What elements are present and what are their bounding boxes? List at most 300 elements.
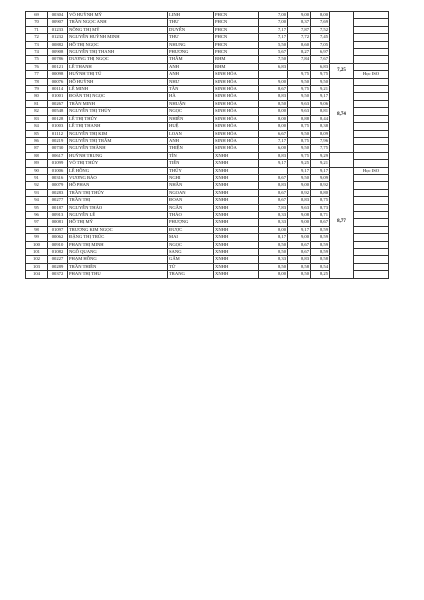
row-score-1: 7,00 <box>259 12 288 19</box>
row-score-2: 8,60 <box>288 41 311 48</box>
row-average: 7,69 <box>311 19 330 26</box>
row-average: 9,75 <box>311 71 330 78</box>
row-stt: 74 <box>26 49 48 56</box>
row-stt: 100 <box>26 241 48 248</box>
row-note <box>354 86 389 93</box>
row-score-1: 8,33 <box>259 219 288 226</box>
row-code: 00081 <box>48 219 68 226</box>
row-given-name: MAI <box>168 234 214 241</box>
row-code: 00372 <box>48 271 68 278</box>
row-code: 00304 <box>48 12 68 19</box>
row-code: 00227 <box>48 256 68 263</box>
row-surname: NGUYỄN THỊ THANH <box>68 49 168 56</box>
row-surname: NGUYỄN LÊ <box>68 211 168 218</box>
row-stt: 92 <box>26 182 48 189</box>
row-given-name: NHÂN <box>168 182 214 189</box>
row-major: PHCN <box>214 19 259 26</box>
row-note: Học ISO <box>354 167 389 174</box>
row-stt: 76 <box>26 63 48 70</box>
row-score-2: 8,58 <box>288 263 311 270</box>
row-given-name: TIÊN <box>168 160 214 167</box>
row-stt: 89 <box>26 160 48 167</box>
row-score-1: 8,00 <box>259 271 288 278</box>
row-score-2: 8,27 <box>288 49 311 56</box>
row-average: 6,97 <box>311 49 330 56</box>
row-code: 01003 <box>48 123 68 130</box>
row-given-name: GẤM <box>168 256 214 263</box>
table-row <box>26 152 389 159</box>
row-given-name: LOAN <box>168 130 214 137</box>
row-average: 7,75 <box>311 145 330 152</box>
row-score-2: 9,08 <box>288 211 311 218</box>
row-score-1: 9,00 <box>259 78 288 85</box>
row-given-name: NGHI <box>168 174 214 181</box>
row-major: XNHH <box>214 234 259 241</box>
row-average: 9,21 <box>311 86 330 93</box>
row-score-2: 8,83 <box>288 256 311 263</box>
row-note <box>354 63 389 70</box>
row-score-1: 7,17 <box>259 137 288 144</box>
row-given-name: NGÂN <box>168 204 214 211</box>
row-surname: HỒ PHAN <box>68 182 168 189</box>
row-note <box>354 197 389 204</box>
row-note <box>354 93 389 100</box>
row-stt: 95 <box>26 204 48 211</box>
row-score-1: 8,00 <box>259 123 288 130</box>
row-score-1: 9,17 <box>259 160 288 167</box>
row-major: XNHH <box>214 160 259 167</box>
row-major: XNHH <box>214 226 259 233</box>
row-score-2: 7,87 <box>288 26 311 33</box>
row-note <box>354 26 389 33</box>
row-code: 01099 <box>48 160 68 167</box>
row-code: 00187 <box>48 204 68 211</box>
row-average: 7,45 <box>311 34 330 41</box>
row-score-1: 8,17 <box>259 234 288 241</box>
table-row <box>26 12 389 19</box>
row-given-name: TỨ <box>168 263 214 270</box>
row-stt: 97 <box>26 219 48 226</box>
row-major: XNHH <box>214 204 259 211</box>
row-code: 00617 <box>48 152 68 159</box>
row-given-name: NHUẬN <box>168 100 214 107</box>
row-given-name: PHƯƠNG <box>168 49 214 56</box>
row-major: XNHH <box>214 241 259 248</box>
row-note <box>354 130 389 137</box>
row-code: 00913 <box>48 211 68 218</box>
student-scores-table <box>25 11 389 279</box>
row-score-1: 5,50 <box>259 41 288 48</box>
row-stt: 98 <box>26 226 48 233</box>
row-stt: 90 <box>26 167 48 174</box>
row-average: 7,67 <box>311 56 330 63</box>
row-stt: 86 <box>26 137 48 144</box>
row-surname: TRẦN THỊ <box>68 197 168 204</box>
row-score-2 <box>288 63 311 70</box>
row-major: XNHH <box>214 167 259 174</box>
row-given-name: THẢO <box>168 211 214 218</box>
row-score-1: 5,67 <box>259 49 288 56</box>
row-note <box>354 78 389 85</box>
row-average: 9,50 <box>311 78 330 85</box>
row-stt: 104 <box>26 271 48 278</box>
row-stt: 84 <box>26 123 48 130</box>
row-score-2: 8,88 <box>288 115 311 122</box>
row-code: 01233 <box>48 26 68 33</box>
row-score-2: 9,00 <box>288 12 311 19</box>
row-surname: DƯƠNG THỊ NGỌC <box>68 56 168 63</box>
row-major: XNHH <box>214 182 259 189</box>
row-surname: PHAN THỊ MINH <box>68 241 168 248</box>
row-note <box>354 108 389 115</box>
row-given-name: SANG <box>168 249 214 256</box>
row-average: 8,59 <box>311 234 330 241</box>
row-given-name: DUYÊN <box>168 26 214 33</box>
row-major: SINH HÓA <box>214 100 259 107</box>
row-note <box>354 174 389 181</box>
row-score-2: 9,00 <box>288 234 311 241</box>
row-major: SINH HÓA <box>214 145 259 152</box>
row-surname: NGUYỄN THỊ KIM <box>68 130 168 137</box>
row-stt: 77 <box>26 71 48 78</box>
row-code: 01112 <box>48 130 68 137</box>
row-given-name: LINH <box>168 12 214 19</box>
group-average <box>330 152 354 167</box>
row-average: 9,21 <box>311 160 330 167</box>
row-code: 00907 <box>48 19 68 26</box>
row-code: 00062 <box>48 234 68 241</box>
table-row <box>26 167 389 174</box>
row-average: 8,00 <box>311 12 330 19</box>
row-code: 01232 <box>48 34 68 41</box>
row-code: 00908 <box>48 49 68 56</box>
group-average: 8,77 <box>330 167 354 278</box>
row-score-1: 8,67 <box>259 189 288 196</box>
row-score-1: 7,17 <box>259 34 288 41</box>
row-given-name: TÍN <box>168 152 214 159</box>
row-score-1: 8,83 <box>259 93 288 100</box>
row-note <box>354 160 389 167</box>
row-score-2: 9,63 <box>288 100 311 107</box>
table-row <box>26 78 389 85</box>
row-stt: 81 <box>26 100 48 107</box>
row-given-name: THIỆN <box>168 145 214 152</box>
row-surname: TRƯƠNG KIM NGỌC <box>68 226 168 233</box>
row-score-1: 8,50 <box>259 263 288 270</box>
row-stt: 99 <box>26 234 48 241</box>
row-average: 8,59 <box>311 249 330 256</box>
row-major: XNHH <box>214 174 259 181</box>
row-code: 00316 <box>48 174 68 181</box>
row-stt: 73 <box>26 41 48 48</box>
row-surname: ĐOÀN THỊ NGỌC <box>68 93 168 100</box>
row-code: 00128 <box>48 115 68 122</box>
row-code: 00283 <box>48 189 68 196</box>
row-major: SINH HÓA <box>214 108 259 115</box>
row-given-name: NHUNG <box>168 41 214 48</box>
row-average: 8,71 <box>311 211 330 218</box>
row-average: 8,09 <box>311 130 330 137</box>
row-given-name: HUỆ <box>168 123 214 130</box>
row-major: XNHH <box>214 256 259 263</box>
row-surname: TRẦN MINH <box>68 100 168 107</box>
row-major: XNHH <box>214 271 259 278</box>
row-major: XNHH <box>214 197 259 204</box>
row-score-2: 9,17 <box>288 167 311 174</box>
row-score-1: 8,83 <box>259 182 288 189</box>
row-code: 00079 <box>48 182 68 189</box>
row-note <box>354 182 389 189</box>
row-major: XNHH <box>214 211 259 218</box>
row-given-name: THÚY <box>168 167 214 174</box>
row-score-2: 9,75 <box>288 152 311 159</box>
row-score-2: 8,83 <box>288 197 311 204</box>
row-stt: 88 <box>26 152 48 159</box>
row-note <box>354 41 389 48</box>
row-code: 01082 <box>48 249 68 256</box>
row-code: 01001 <box>48 93 68 100</box>
row-stt: 83 <box>26 115 48 122</box>
group-average <box>330 12 354 64</box>
row-surname: HỒ THỊ MỸ <box>68 219 168 226</box>
row-stt: 85 <box>26 130 48 137</box>
row-score-2: 9,50 <box>288 174 311 181</box>
row-surname: VÕ THỊ THÚY <box>68 160 168 167</box>
row-stt: 82 <box>26 108 48 115</box>
row-given-name: NGỌC <box>168 241 214 248</box>
row-surname: VÕ HUỲNH MỸ <box>68 12 168 19</box>
row-surname: TRẦN THỊ THÚY <box>68 189 168 196</box>
row-score-2: 9,00 <box>288 219 311 226</box>
row-note <box>354 204 389 211</box>
row-major: XNHH <box>214 219 259 226</box>
row-given-name: ANH <box>168 63 214 70</box>
row-major: SINH HÓA <box>214 123 259 130</box>
row-major: SINH HÓA <box>214 115 259 122</box>
row-note <box>354 241 389 248</box>
row-score-2: 8,75 <box>288 123 311 130</box>
row-average: 7,96 <box>311 137 330 144</box>
row-major: SINH HÓA <box>214 137 259 144</box>
row-stt: 79 <box>26 86 48 93</box>
row-major: SINH HÓA <box>214 93 259 100</box>
row-average: 8,75 <box>311 197 330 204</box>
row-score-1: 8,67 <box>259 197 288 204</box>
row-surname: LÊ MINH <box>68 86 168 93</box>
row-given-name: ĐOAN <box>168 197 214 204</box>
row-average: 8,59 <box>311 226 330 233</box>
row-average: 7,52 <box>311 26 330 33</box>
table-row <box>26 63 389 70</box>
row-surname: VƯƠNG BẢO <box>68 174 168 181</box>
row-given-name: NGỌC <box>168 108 214 115</box>
row-stt: 96 <box>26 211 48 218</box>
row-score-2: 9,75 <box>288 71 311 78</box>
row-note <box>354 100 389 107</box>
row-stt: 87 <box>26 145 48 152</box>
row-score-1: 7,00 <box>259 19 288 26</box>
row-surname: HUỲNH THỊ TÚ <box>68 71 168 78</box>
row-note <box>354 137 389 144</box>
row-code: 00098 <box>48 71 68 78</box>
row-note <box>354 145 389 152</box>
row-surname: NGUYỄN THÀNH <box>68 145 168 152</box>
row-score-2: 9,50 <box>288 145 311 152</box>
row-stt: 102 <box>26 256 48 263</box>
row-major: SINH HÓA <box>214 86 259 93</box>
row-surname: HỒ HUỲNH <box>68 78 168 85</box>
row-surname: TRẦN THIỀN <box>68 263 168 270</box>
row-note <box>354 219 389 226</box>
row-code: 00882 <box>48 41 68 48</box>
row-code: 00730 <box>48 145 68 152</box>
row-code: 00548 <box>48 108 68 115</box>
row-surname: PHẠM HỒNG <box>68 256 168 263</box>
row-average: 8,58 <box>311 256 330 263</box>
row-score-2: 9,50 <box>288 130 311 137</box>
row-score-1: 8,50 <box>259 241 288 248</box>
row-average: 8,80 <box>311 189 330 196</box>
row-average: 9,17 <box>311 167 330 174</box>
row-surname: LÊ THỊ THÚY <box>68 115 168 122</box>
group-average: 8,74 <box>330 78 354 152</box>
row-major: XNHH <box>214 249 259 256</box>
row-major: XNHH <box>214 189 259 196</box>
row-major: XNHH <box>214 152 259 159</box>
row-surname: NGUYỄN HUỲNH MINH <box>68 34 168 41</box>
row-score-2: 9,63 <box>288 204 311 211</box>
row-note <box>354 234 389 241</box>
row-score-2: 9,17 <box>288 226 311 233</box>
row-average: 9,06 <box>311 100 330 107</box>
row-score-2: 9,50 <box>288 93 311 100</box>
row-major: XNHH <box>214 263 259 270</box>
row-stt: 103 <box>26 263 48 270</box>
row-score-1: 7,50 <box>259 56 288 63</box>
row-average: 8,92 <box>311 182 330 189</box>
row-surname: NÔNG THỊ MỸ <box>68 26 168 33</box>
row-stt: 80 <box>26 93 48 100</box>
row-given-name: NHƯ <box>168 78 214 85</box>
row-code: 00076 <box>48 78 68 85</box>
row-average: 9,17 <box>311 93 330 100</box>
row-code: 01006 <box>48 167 68 174</box>
row-surname: NGÔ QUANG <box>68 249 168 256</box>
row-major: PHCN <box>214 49 259 56</box>
row-surname: NGUYỄN THỊ THỦY <box>68 108 168 115</box>
row-major: SINH HÓA <box>214 130 259 137</box>
row-stt: 91 <box>26 174 48 181</box>
row-score-1 <box>259 71 288 78</box>
row-note <box>354 152 389 159</box>
row-score-2: 7,72 <box>288 34 311 41</box>
row-code: 00219 <box>48 137 68 144</box>
row-surname: LÊ THANH <box>68 63 168 70</box>
row-average: 6,83 <box>311 63 330 70</box>
row-average: 9,29 <box>311 152 330 159</box>
row-score-2: 9,50 <box>288 78 311 85</box>
row-score-2: 7,84 <box>288 56 311 63</box>
row-major: RHM <box>214 63 259 70</box>
row-surname: ĐẶNG THỊ TRÚC <box>68 234 168 241</box>
row-given-name: ANH <box>168 137 214 144</box>
row-stt: 78 <box>26 78 48 85</box>
row-major: SINH HÓA <box>214 78 259 85</box>
row-score-2: 9,25 <box>288 160 311 167</box>
row-note <box>354 189 389 196</box>
row-note <box>354 123 389 130</box>
row-score-1: 8,67 <box>259 174 288 181</box>
row-average: 8,81 <box>311 108 330 115</box>
row-average: 9,09 <box>311 174 330 181</box>
row-code: 00267 <box>48 100 68 107</box>
row-given-name: ĐƯỢC <box>168 226 214 233</box>
row-score-2: 8,75 <box>288 137 311 144</box>
row-note: Học ISO <box>354 71 389 78</box>
row-major: PHCN <box>214 41 259 48</box>
row-score-2: 9,63 <box>288 108 311 115</box>
row-note <box>354 56 389 63</box>
row-score-1: 8,00 <box>259 108 288 115</box>
row-score-1: 8,50 <box>259 100 288 107</box>
row-code: 00114 <box>48 86 68 93</box>
row-stt: 94 <box>26 197 48 204</box>
row-major: SINH HÓA <box>214 71 259 78</box>
row-surname: NGUYỄN THẢO <box>68 204 168 211</box>
row-score-1: 8,33 <box>259 256 288 263</box>
row-code: 01097 <box>48 226 68 233</box>
row-code: 00289 <box>48 263 68 270</box>
row-given-name: TÂN <box>168 86 214 93</box>
row-note <box>354 263 389 270</box>
row-score-2: 8,67 <box>288 249 311 256</box>
row-note <box>354 19 389 26</box>
row-score-2: 8,67 <box>288 241 311 248</box>
row-given-name: PHƯỢNG <box>168 219 214 226</box>
row-average: 7,05 <box>311 41 330 48</box>
row-given-name: NGOAN <box>168 189 214 196</box>
row-score-1: 6,67 <box>259 130 288 137</box>
row-note <box>354 271 389 278</box>
row-score-2: 9,75 <box>288 86 311 93</box>
row-surname: LÊ HỒNG <box>68 167 168 174</box>
row-score-2: 8,50 <box>288 271 311 278</box>
row-note <box>354 211 389 218</box>
row-score-2: 8,37 <box>288 19 311 26</box>
row-note <box>354 49 389 56</box>
row-stt: 70 <box>26 19 48 26</box>
row-average: 8,44 <box>311 115 330 122</box>
row-score-1: 8,33 <box>259 211 288 218</box>
row-score-1: 8,67 <box>259 86 288 93</box>
row-major: PHCN <box>214 12 259 19</box>
row-score-1: 6,83 <box>259 63 288 70</box>
row-score-1: 7,83 <box>259 204 288 211</box>
group-average: 7,25 <box>330 63 354 78</box>
row-code: 00277 <box>48 197 68 204</box>
row-stt: 93 <box>26 189 48 196</box>
row-stt: 72 <box>26 34 48 41</box>
row-major: PHCN <box>214 34 259 41</box>
row-given-name: THƯ <box>168 19 214 26</box>
row-surname: HUỲNH TRUNG <box>68 152 168 159</box>
row-surname: PHAN THỊ THU <box>68 271 168 278</box>
row-score-1 <box>259 167 288 174</box>
row-average: 8,54 <box>311 263 330 270</box>
row-note <box>354 34 389 41</box>
row-code: 00910 <box>48 241 68 248</box>
row-given-name: THẮM <box>168 56 214 63</box>
